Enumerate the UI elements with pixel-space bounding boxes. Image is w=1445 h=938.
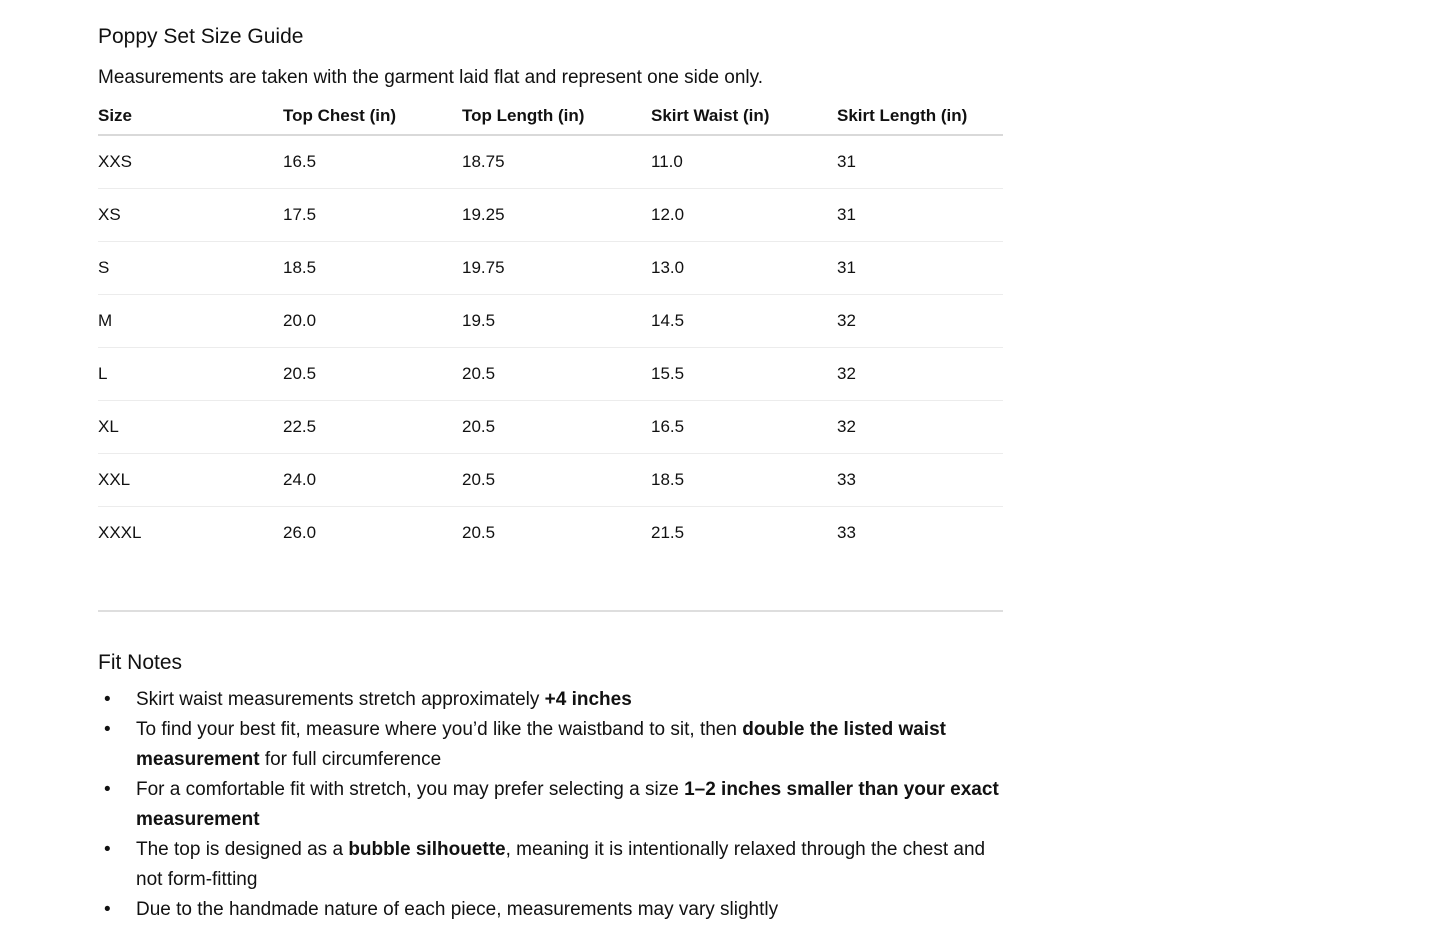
cell-skirt-waist: 18.5 bbox=[651, 454, 837, 507]
size-table bbox=[98, 98, 1003, 559]
cell-top-chest: 16.5 bbox=[283, 135, 462, 189]
cell-size: L bbox=[98, 348, 283, 401]
fit-notes-title: Fit Notes bbox=[98, 651, 183, 674]
note-text-end: for full circumference bbox=[259, 749, 442, 770]
cell-skirt-length: 33 bbox=[837, 523, 856, 542]
table-row bbox=[98, 295, 1003, 348]
fit-notes-list bbox=[98, 685, 1003, 925]
cell-skirt-length: 31 bbox=[837, 189, 1003, 242]
bullet-marker: • bbox=[104, 899, 111, 920]
cell-skirt-length: 31 bbox=[837, 242, 1003, 295]
column-header-size: Size bbox=[98, 98, 283, 135]
note-text: Due to the handmade nature of each piece, measurements may vary slightly bbox=[136, 899, 779, 920]
list-item bbox=[98, 715, 1003, 775]
cell-top-chest: 22.5 bbox=[283, 401, 462, 454]
column-header-top-chest: Top Chest (in) bbox=[283, 98, 462, 135]
cell-top-chest: 18.5 bbox=[283, 242, 462, 295]
section-divider bbox=[98, 610, 1003, 612]
cell-top-length: 19.75 bbox=[462, 242, 651, 295]
cell-skirt-length: 32 bbox=[837, 348, 1003, 401]
cell-skirt-waist: 14.5 bbox=[651, 295, 837, 348]
cell-top-chest: 20.0 bbox=[283, 295, 462, 348]
list-item bbox=[98, 895, 1003, 925]
note-bold-text: double the listed waist measurement bbox=[136, 719, 946, 770]
cell-size: XXXL bbox=[98, 523, 142, 542]
list-item bbox=[98, 775, 1003, 835]
cell-skirt-length: 32 bbox=[837, 295, 1003, 348]
cell-skirt-waist: 21.5 bbox=[651, 523, 685, 542]
cell-top-length: 19.25 bbox=[462, 189, 651, 242]
note-text: To find your best fit, measure where you’d like the waistband to sit, then bbox=[136, 719, 743, 740]
bullet-marker: • bbox=[104, 689, 111, 710]
table-header-row bbox=[98, 98, 1003, 135]
cell-top-chest: 20.5 bbox=[283, 348, 462, 401]
note-bold-text: +4 inches bbox=[544, 689, 632, 710]
cell-top-chest: 17.5 bbox=[283, 189, 462, 242]
cell-skirt-waist: 15.5 bbox=[651, 348, 837, 401]
table-row bbox=[98, 348, 1003, 401]
bullet-marker: • bbox=[104, 719, 111, 740]
cell-top-chest: 24.0 bbox=[283, 454, 462, 507]
table-row bbox=[98, 507, 1003, 560]
cell-size: XL bbox=[98, 401, 283, 454]
intro-text: Measurements are taken with the garment laid flat and represent one side only. bbox=[98, 67, 764, 88]
cell-top-length: 20.5 bbox=[462, 401, 651, 454]
cell-size: XXL bbox=[98, 454, 283, 507]
list-item bbox=[98, 835, 1003, 895]
table-row bbox=[98, 135, 1003, 189]
cell-size: M bbox=[98, 295, 283, 348]
cell-skirt-length: 31 bbox=[837, 135, 1003, 189]
note-text: For a comfortable fit with stretch, you may prefer selecting a size bbox=[136, 779, 685, 800]
table-row bbox=[98, 401, 1003, 454]
bullet-marker: • bbox=[104, 779, 111, 800]
cell-skirt-length: 32 bbox=[837, 401, 1003, 454]
table-row bbox=[98, 242, 1003, 295]
cell-top-length: 20.5 bbox=[462, 348, 651, 401]
cell-top-chest: 26.0 bbox=[283, 523, 317, 542]
cell-top-length: 19.5 bbox=[462, 295, 651, 348]
note-text-end: , meaning it is intentionally relaxed through the chest and not form-fitting bbox=[136, 839, 986, 890]
cell-skirt-waist: 11.0 bbox=[651, 135, 837, 189]
column-header-skirt-waist: Skirt Waist (in) bbox=[651, 98, 837, 135]
note-text: The top is designed as a bbox=[136, 839, 349, 860]
column-header-top-length: Top Length (in) bbox=[462, 98, 651, 135]
cell-size: S bbox=[98, 242, 283, 295]
column-header-skirt-length: Skirt Length (in) bbox=[837, 98, 1003, 135]
cell-size: XXS bbox=[98, 135, 283, 189]
list-item bbox=[98, 685, 1003, 715]
note-bold-text: 1–2 inches smaller than your exact measurement bbox=[136, 779, 999, 830]
note-text: Skirt waist measurements stretch approximately bbox=[136, 689, 545, 710]
cell-skirt-waist: 16.5 bbox=[651, 401, 837, 454]
page-title: Poppy Set Size Guide bbox=[98, 25, 304, 48]
cell-skirt-waist: 12.0 bbox=[651, 189, 837, 242]
cell-size: XS bbox=[98, 189, 283, 242]
bullet-marker: • bbox=[104, 839, 111, 860]
table-row bbox=[98, 454, 1003, 507]
table-row bbox=[98, 189, 1003, 242]
cell-top-length: 20.5 bbox=[462, 523, 496, 542]
note-bold-text: bubble silhouette bbox=[348, 839, 506, 860]
cell-top-length: 18.75 bbox=[462, 135, 651, 189]
cell-top-length: 20.5 bbox=[462, 454, 651, 507]
cell-skirt-waist: 13.0 bbox=[651, 242, 837, 295]
cell-skirt-length: 33 bbox=[837, 454, 1003, 507]
